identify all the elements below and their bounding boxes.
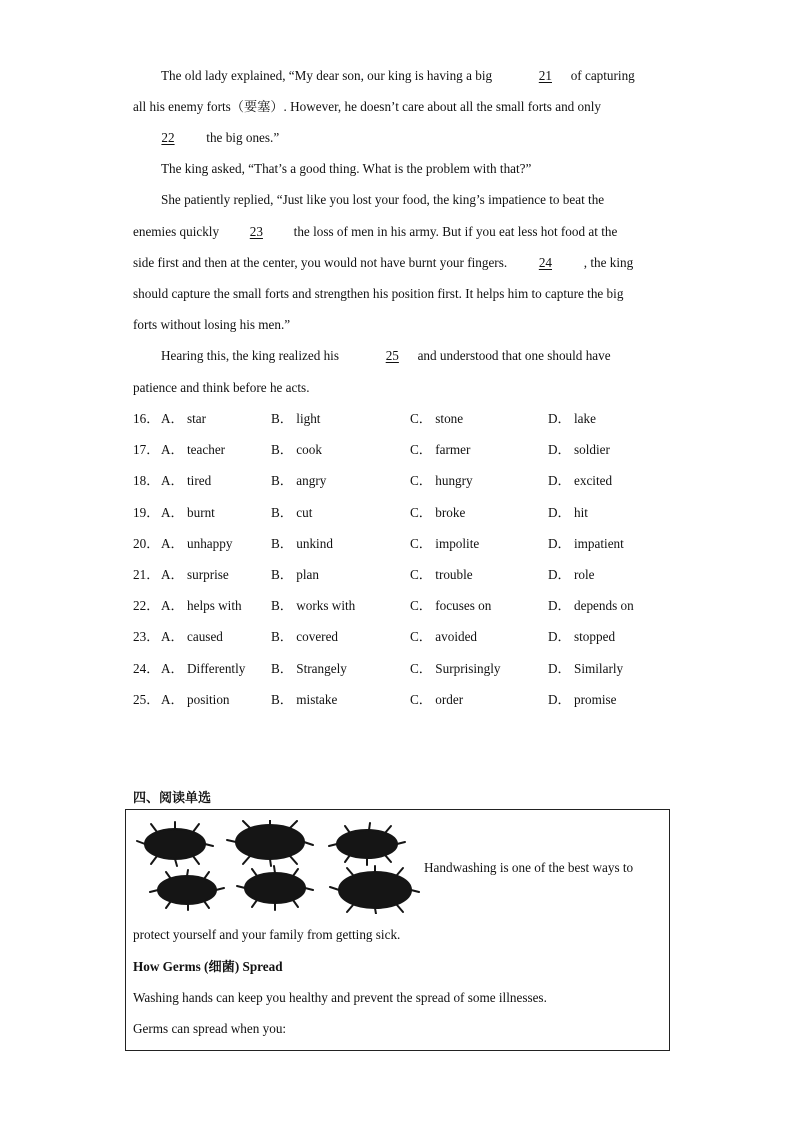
option-c[interactable]: C． broke	[410, 504, 466, 520]
question-number: 24．	[133, 660, 160, 676]
germ-icon	[137, 822, 213, 866]
body-text: Washing hands can keep you healthy and prevent the spread of some illnesses.	[133, 990, 547, 1005]
option-row	[133, 528, 673, 559]
option-row	[133, 465, 673, 496]
option-c[interactable]: C． Surprisingly	[410, 660, 501, 676]
intro-text: protect yourself and your family from getting sick.	[133, 927, 401, 942]
option-a[interactable]: A． helps with	[161, 598, 242, 614]
question-number: 25．	[133, 691, 160, 707]
option-d[interactable]: D． lake	[548, 411, 596, 426]
option-row	[133, 559, 673, 590]
germ-icon	[237, 866, 313, 910]
passage-line	[133, 340, 663, 371]
option-b[interactable]: B． unkind	[271, 535, 333, 551]
option-d[interactable]: D． excited	[548, 473, 613, 489]
option-b[interactable]: B． covered	[271, 629, 339, 645]
option-b[interactable]: B． cut	[271, 504, 313, 520]
passage-text: and understood that one should have	[417, 348, 611, 363]
option-row	[133, 653, 673, 684]
option-a[interactable]: A． star	[161, 411, 207, 426]
option-c[interactable]: C． farmer	[410, 442, 471, 458]
body-text: Germs can spread when you:	[133, 1021, 287, 1036]
option-d[interactable]: D． depends on	[548, 598, 634, 614]
passage-line	[133, 216, 663, 247]
option-b[interactable]: B． angry	[271, 473, 327, 489]
option-row	[133, 403, 673, 434]
question-number: 23．	[133, 629, 160, 645]
intro-text: Handwashing is one of the best ways to	[424, 860, 634, 875]
passage-text: of capturing	[570, 68, 635, 83]
blank-24: 24	[538, 255, 553, 270]
passage-line: forts without losing his men.”	[133, 317, 291, 332]
option-c[interactable]: C． order	[410, 691, 464, 707]
option-d[interactable]: D． hit	[548, 504, 588, 520]
option-c[interactable]: C． trouble	[410, 567, 473, 582]
passage-text: the big ones.”	[206, 130, 280, 145]
germ-icon	[150, 870, 224, 910]
option-d[interactable]: D． Similarly	[548, 660, 624, 676]
question-number: 20．	[133, 535, 160, 551]
option-c[interactable]: C． avoided	[410, 629, 478, 645]
passage-line: She patiently replied, “Just like you lost your food, the king’s impatience to beat the	[161, 192, 605, 207]
option-a[interactable]: A． burnt	[161, 504, 215, 520]
option-b[interactable]: B． mistake	[271, 691, 338, 707]
reading-box	[125, 809, 670, 1051]
passage-text: Hearing this, the king realized his	[161, 348, 339, 363]
passage-text: , the king	[583, 255, 634, 270]
germs-image	[135, 820, 427, 914]
option-a[interactable]: A． Differently	[161, 660, 246, 676]
option-c[interactable]: C． hungry	[410, 473, 473, 489]
germ-icon	[330, 866, 419, 914]
question-number: 22．	[133, 598, 160, 614]
passage-line	[133, 247, 663, 278]
option-b[interactable]: B． plan	[271, 567, 319, 582]
option-d[interactable]: D． soldier	[548, 442, 610, 458]
question-number: 18．	[133, 473, 160, 489]
option-b[interactable]: B． works with	[271, 598, 356, 614]
germ-icon	[329, 823, 405, 865]
question-number: 16．	[133, 411, 160, 426]
passage-line: The king asked, “That’s a good thing. What is the problem with that?”	[161, 161, 532, 176]
passage-line: all his enemy forts（要塞）. However, he doesn’t care about all the small forts and only	[133, 99, 602, 114]
question-number: 21．	[133, 567, 160, 582]
passage-text: The old lady explained, “My dear son, our king is having a big	[161, 68, 493, 83]
option-d[interactable]: D． promise	[548, 691, 617, 707]
option-row	[133, 621, 673, 652]
blank-22: 22	[161, 130, 175, 145]
option-b[interactable]: B． cook	[271, 442, 322, 458]
question-number: 19．	[133, 504, 160, 520]
option-a[interactable]: A． position	[161, 691, 230, 707]
passage-line	[133, 122, 663, 153]
option-a[interactable]: A． unhappy	[161, 535, 233, 551]
option-c[interactable]: C． impolite	[410, 535, 480, 551]
option-d[interactable]: D． stopped	[548, 629, 616, 645]
blank-23: 23	[249, 224, 263, 239]
section-title: 四、阅读单选	[133, 791, 212, 806]
option-b[interactable]: B． light	[271, 411, 321, 426]
option-a[interactable]: A． tired	[161, 473, 212, 489]
option-a[interactable]: A． caused	[161, 629, 223, 645]
blank-21: 21	[538, 68, 552, 83]
germ-icon	[227, 820, 313, 866]
passage-text: enemies quickly	[133, 224, 220, 239]
blank-25: 25	[385, 348, 399, 363]
option-d[interactable]: D． role	[548, 567, 595, 582]
option-row	[133, 434, 673, 465]
passage-line: should capture the small forts and strengthen his position first. It helps him to capture the big	[133, 286, 624, 301]
option-row	[133, 684, 673, 715]
option-row	[133, 497, 673, 528]
option-a[interactable]: A． surprise	[161, 567, 229, 582]
passage-text: side first and then at the center, you would not have burnt your fingers.	[133, 255, 508, 270]
option-c[interactable]: C． focuses on	[410, 598, 492, 614]
passage-line	[133, 60, 663, 91]
option-c[interactable]: C． stone	[410, 411, 464, 426]
option-b[interactable]: B． Strangely	[271, 660, 347, 676]
option-row	[133, 590, 673, 621]
question-number: 17．	[133, 442, 160, 458]
passage-text: the loss of men in his army. But if you eat less hot food at the	[293, 224, 618, 239]
passage-line: patience and think before he acts.	[133, 380, 310, 395]
section-heading: How Germs (细菌) Spread	[133, 959, 283, 974]
option-a[interactable]: A． teacher	[161, 442, 226, 458]
option-d[interactable]: D． impatient	[548, 535, 624, 551]
